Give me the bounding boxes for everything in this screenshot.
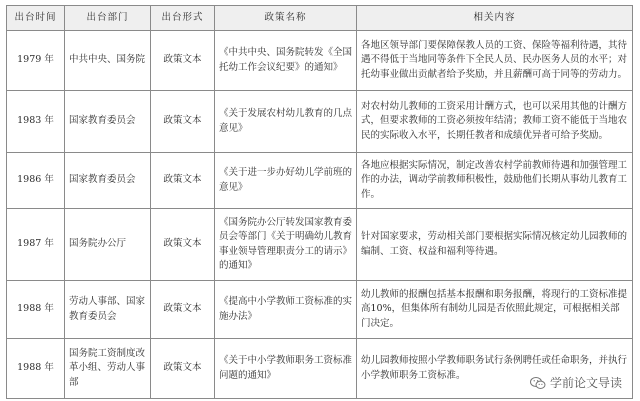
cell-policy-name: 《提高中小学教师工资标准的实施办法》 <box>215 281 357 339</box>
cell-content: 各地区领导部门要保障保教人员的工资、保险等福利待遇，其待遇不得低于当地同等条件下全民人员、民办医务人员的水平；对托幼事业做出贡献者给予奖励，并且薪酬可高于同等的劳动力。 <box>357 31 633 91</box>
cell-form: 政策文本 <box>151 91 215 153</box>
watermark-text: 学前论文导读 <box>549 376 622 390</box>
cell-department: 国务院工资制度改革小组、劳动人事部 <box>65 339 151 399</box>
cell-content: 各地应根据实际情况，制定改善农村学前教师待遇和加强管理工作的办法，调动学前教师积极性，鼓励他们长期从事幼儿教育工作。 <box>357 153 633 209</box>
cell-policy-name: 《关于发展农村幼儿教育的几点意见》 <box>215 91 357 153</box>
cell-time: 1988 年 <box>7 339 65 399</box>
cell-form: 政策文本 <box>151 281 215 339</box>
cell-department: 国家教育委员会 <box>65 153 151 209</box>
cell-time: 1979 年 <box>7 31 65 91</box>
header-department: 出台部门 <box>65 6 151 31</box>
wechat-icon <box>530 376 546 390</box>
cell-department: 劳动人事部、国家教育委员会 <box>65 281 151 339</box>
cell-policy-name: 《关于进一步办好幼儿学前班的意见》 <box>215 153 357 209</box>
cell-form: 政策文本 <box>151 153 215 209</box>
cell-form: 政策文本 <box>151 31 215 91</box>
header-time: 出台时间 <box>7 6 65 31</box>
cell-content: 对农村幼儿教师的工资采用计酬方式，也可以采用其他的计酬方式，但要求教师的工资必须按年结清；教师工资不能低于当地农民的实际收入水平，长期任教者和成绩优异者可给予奖励。 <box>357 91 633 153</box>
table-row <box>7 209 633 281</box>
cell-department: 中共中央、国务院 <box>65 31 151 91</box>
policy-table <box>6 5 633 399</box>
table-row <box>7 91 633 153</box>
cell-policy-name: 《中共中央、国务院转发《全国托幼工作会议纪要》的通知》 <box>215 31 357 91</box>
cell-time: 1983 年 <box>7 91 65 153</box>
table-row <box>7 31 633 91</box>
table-row <box>7 153 633 209</box>
cell-content: 针对国家要求，劳动相关部门要根据实际情况核定幼儿园教师的编制、工资、权益和福利等待遇。 <box>357 209 633 281</box>
cell-content: 幼儿园教师按照小学教师职务试行条例聘任或任命职务，并执行小学教师职务工资标准。 <box>357 339 633 399</box>
cell-form: 政策文本 <box>151 209 215 281</box>
watermark <box>526 373 626 392</box>
cell-policy-name: 《国务院办公厅转发国家教育委员会等部门《关于明确幼儿教育事业领导管理职责分工的请示》的通知》 <box>215 209 357 281</box>
cell-time: 1988 年 <box>7 281 65 339</box>
header-form: 出台形式 <box>151 6 215 31</box>
header-policy-name: 政策名称 <box>215 6 357 31</box>
table-row <box>7 281 633 339</box>
cell-time: 1986 年 <box>7 153 65 209</box>
cell-time: 1987 年 <box>7 209 65 281</box>
header-content: 相关内容 <box>357 6 633 31</box>
cell-department: 国家教育委员会 <box>65 91 151 153</box>
cell-policy-name: 《关于中小学教师职务工资标准问题的通知》 <box>215 339 357 399</box>
table-header-row <box>7 6 633 31</box>
cell-department: 国务院办公厅 <box>65 209 151 281</box>
cell-form: 政策文本 <box>151 339 215 399</box>
cell-content: 幼儿教师的报酬包括基本报酬和职务报酬，将现行的工资标准提高10%，但集体所有制幼儿园是否依照此规定，可根据相关部门决定。 <box>357 281 633 339</box>
